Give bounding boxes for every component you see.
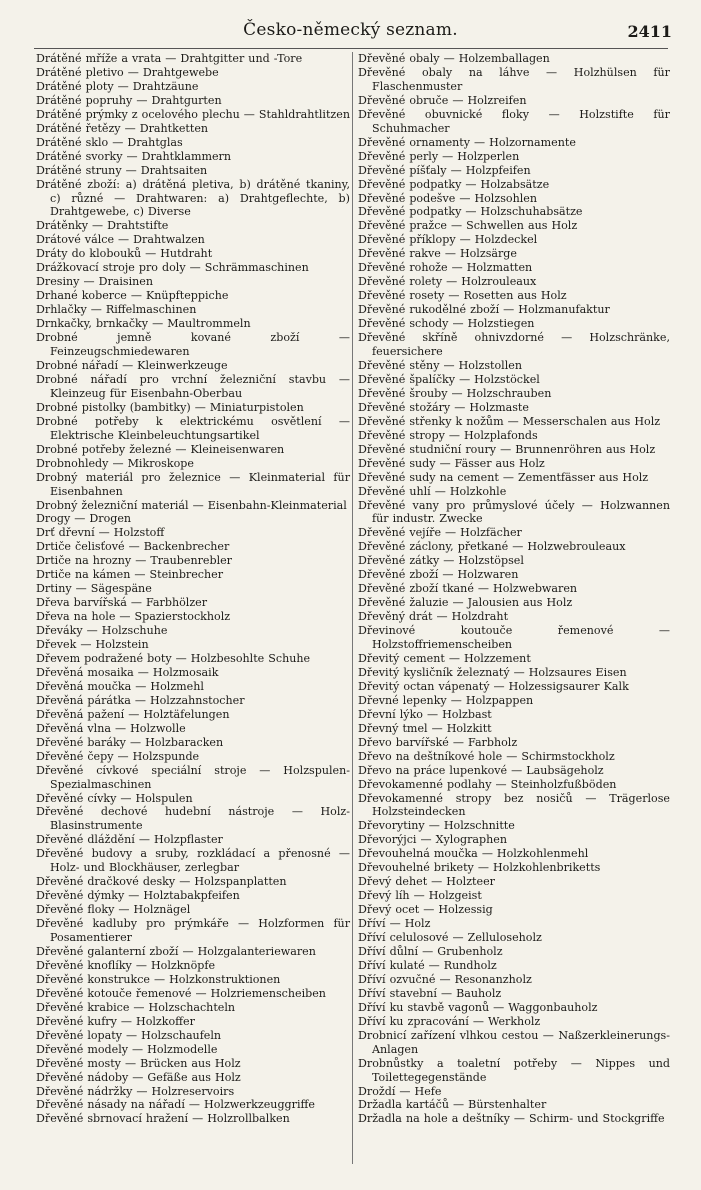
index-entry: Dřevěné perly — Holzperlen	[358, 149, 520, 163]
index-entry: Dřevěné rakve — Holzsärge	[358, 247, 517, 261]
index-entry: Drátěné sklo — Drahtglas	[36, 135, 183, 149]
index-entry: Dřevěné dláždění — Holzpflaster	[36, 833, 223, 847]
index-entry: Dřevouhelná moučka — Holzkohlenmehl	[358, 847, 589, 861]
index-entry: Drť dřevní — Holzstoff	[36, 526, 165, 540]
index-entry: Dřevěné obruče — Holzreifen	[358, 93, 527, 107]
index-entry: Drobný železniční materiál — Eisenbahn-Kleinmaterial	[36, 498, 347, 512]
index-entry: Dřevěné nádoby — Gefäße aus Holz	[36, 1070, 241, 1084]
index-entry: Dřevěné stěny — Holzstollen	[358, 358, 522, 372]
index-entry: Dřevěné čepy — Holzspunde	[36, 749, 200, 763]
index-entry: Dřevěné modely — Holzmodelle	[36, 1042, 218, 1056]
index-entry: Dřevěné příklopy — Holzdeckel	[358, 233, 538, 247]
index-entry: Dřeva na hole — Spazierstockholz	[36, 610, 231, 624]
index-entry: Dříví celulosové — Zelluloseholz	[358, 931, 542, 945]
index-entry: Dříví důlní — Grubenholz	[358, 945, 503, 958]
index-entry: Dřevěné obaly na láhve — Holzhülsen für Flaschenmuster	[358, 65, 670, 93]
index-entry: Dřevorytiny — Holzschnitte	[358, 819, 515, 833]
index-entry: Dřevitý octan vápenatý — Holzessigsaurer Kalk	[358, 679, 629, 693]
index-entry: Dřevěné konstrukce — Holzkonstruktionen	[36, 972, 281, 986]
index-entry: Dřevitý kysličník železnatý — Holzsaures Eisen	[358, 665, 627, 679]
index-entry: Drobné nářadí pro vrchní železniční stavbu — Kleinzeug für Eisenbahn-Oberbau	[36, 372, 350, 400]
index-entry: Drátěnky — Drahtstifte	[36, 219, 169, 233]
index-entry: Dřevný tmel — Holzkitt	[358, 721, 492, 735]
index-entry: Dříví — Holz	[358, 917, 431, 931]
index-entry: Dřevěné vany pro průmyslové účely — Holzwannen für industr. Zwecke	[358, 498, 670, 526]
index-entry: Dřevo na práce lupenkové — Laubsägeholz	[358, 763, 604, 777]
index-entry: Drtiče na kámen — Steinbrecher	[36, 568, 224, 582]
index-entry: Droždí — Hefe	[358, 1084, 442, 1098]
index-entry: Drobné jemně kované zboží — Feinzeugschmiedewaren	[36, 331, 350, 359]
index-entry: Drobnůstky a toaletní potřeby — Nippes und Toilettegegenstände	[358, 1056, 670, 1084]
index-entry: Dřevokamenné stropy bez nosičů — Trägerlose Holzsteindecken	[358, 791, 670, 819]
index-entry: Dřevěné dýmky — Holztabakpfeifen	[36, 889, 240, 903]
index-entry: Dříví kulaté — Rundholz	[358, 958, 497, 972]
index-entry: Drobné nářadí — Kleinwerkzeuge	[36, 358, 228, 372]
index-entry: Drátěné prýmky z ocelového plechu — Stahldrahtlitzen	[36, 107, 350, 121]
index-entry: Dřevem podražené boty — Holzbesohlte Schuhe	[36, 651, 311, 665]
index-entry: Dřevěná mosaika — Holzmosaik	[36, 665, 219, 679]
index-entry: Drátěné pletivo — Drahtgewebe	[36, 65, 219, 79]
index-entry: Drobné potřeby k elektrickému osvětlení — Elektrische Kleinbeleuchtungsartikel	[36, 414, 350, 442]
index-entry: Dřevouhelné brikety — Holzkohlenbriketts	[358, 861, 601, 875]
index-entry: Drátěné popruhy — Drahtgurten	[36, 93, 222, 107]
index-entry: Drátové válce — Drahtwalzen	[36, 233, 205, 247]
index-entry: Dřevorýjci — Xylographen	[358, 833, 507, 847]
index-entry: Dřevěné žaluzie — Jalousien aus Holz	[358, 596, 573, 610]
index-entry: Dřevý ocet — Holzessig	[358, 903, 493, 917]
index-entry: Dřevné lepenky — Holzpappen	[358, 693, 534, 707]
index-entry: Drátěné svorky — Drahtklammern	[36, 149, 232, 163]
index-entry: Dřevěné zátky — Holzstöpsel	[358, 554, 524, 568]
index-entry: Dřevěné zboží — Holzwaren	[358, 568, 519, 582]
index-entry: Dřevěné stropy — Holzplafonds	[358, 428, 538, 442]
index-entry: Drátěné struny — Drahtsaiten	[36, 163, 208, 177]
index-entry: Dřevěné píšťaly — Holzpfeifen	[358, 163, 531, 177]
index-entry: Drátěné řetězy — Drahtketten	[36, 121, 209, 135]
index-entry: Dresiny — Draisinen	[36, 275, 154, 289]
index-entry: Držadla kartáčů — Bürstenhalter	[358, 1098, 547, 1112]
index-entry: Drobnohledy — Mikroskope	[36, 456, 194, 470]
index-entry: Dřevěné pražce — Schwellen aus Holz	[358, 219, 578, 233]
index-entry: Dřevý dehet — Holzteer	[358, 875, 495, 889]
index-entry: Dřevěné budovy a sruby, rozkládací a přenosné — Holz- und Blockhäuser, zerlegbar	[36, 847, 350, 875]
index-entry: Dřevěné uhlí — Holzkohle	[358, 484, 507, 498]
index-entry: Drtiče na hrozny — Traubenrebler	[36, 554, 232, 568]
index-entry: Dřevěné střenky k nožům — Messerschalen aus Holz	[358, 414, 661, 428]
index-entry: Dřevěné špalíčky — Holzstöckel	[358, 372, 540, 386]
index-entry: Dřevěný drát — Holzdraht	[358, 610, 509, 624]
index-entry: Dřevitý cement — Holzzement	[358, 651, 531, 665]
index-entry: Dřevo barvířské — Farbholz	[358, 735, 518, 749]
index-entry: Dřevěné násady na nářadí — Holzwerkzeuggriffe	[36, 1098, 315, 1112]
index-entry: Drobné potřeby železné — Kleineisenwaren	[36, 442, 285, 456]
index-entry: Dřevinové koutouče řemenové — Holzstoffriemenscheiben	[358, 624, 670, 652]
index-entry: Dřevěná párátka — Holzzahnstocher	[36, 693, 245, 707]
index-entry: Dřevěné sudy na cement — Zementfässer aus Holz	[358, 470, 649, 484]
index-entry: Dřevěné krabice — Holzschachteln	[36, 1000, 236, 1014]
index-entry: Dřeváky — Holzschuhe	[36, 624, 168, 638]
index-entry: Dřevěné kotouče řemenové — Holzriemenscheiben	[36, 986, 326, 1000]
index-entry: Dřevěné obuvnické floky — Holzstifte für Schuhmacher	[358, 107, 670, 135]
index-entry: Drobné pistolky (bambitky) — Miniaturpistolen	[36, 400, 304, 414]
right-column	[358, 52, 670, 1126]
index-entry: Drobnicí zařízení vlhkou cestou — Naßzerkleinerungs-Anlagen	[358, 1028, 670, 1056]
index-entry: Dřevý líh — Holzgeist	[358, 889, 482, 903]
index-entry: Dřevěné rosety — Rosetten aus Holz	[358, 289, 567, 303]
index-entry: Dráty do klobouků — Hutdraht	[36, 247, 213, 261]
index-entry: Dřevěné vejíře — Holzfächer	[358, 526, 522, 540]
index-entry: Dřevěné sudy — Fässer aus Holz	[358, 456, 545, 470]
index-entry: Dřevěné skříně ohnivzdorné — Holzschränke, feuersichere	[358, 331, 670, 359]
index-entry: Dřevěné rolety — Holzrouleaux	[358, 275, 537, 289]
index-entry: Dřevěné šrouby — Holzschrauben	[358, 386, 552, 400]
index-entry: Dřevek — Holzstein	[36, 638, 149, 652]
index-entry: Dřevěné záclony, přetkané — Holzwebrouleaux	[358, 540, 626, 554]
index-entry: Dřevěné floky — Holznägel	[36, 903, 191, 917]
index-entry: Dřevní lýko — Holzbast	[358, 707, 492, 721]
index-entry: Dřevěné sbrnovací hražení — Holzrollbalken	[36, 1112, 290, 1126]
index-entry: Drhané koberce — Knüpfteppiche	[36, 289, 229, 303]
index-entry: Dřevěné podešve — Holzsohlen	[358, 191, 537, 205]
page-title: Česko-německý seznam.	[243, 20, 458, 40]
index-entry: Dřevěná vlna — Holzwolle	[36, 721, 186, 735]
index-entry: Dřevěné rohože — Holzmatten	[358, 261, 533, 275]
index-entry: Dřevěné ornamenty — Holzornamente	[358, 135, 576, 149]
index-entry: Dřevěné dechové hudební nástroje — Holz-Blasinstrumente	[36, 805, 350, 833]
index-entry: Dřeva barvířská — Farbhölzer	[36, 596, 208, 610]
index-entry: Dřevokamenné podlahy — Steinholzfußböden	[358, 777, 617, 791]
header-rule	[34, 48, 668, 49]
index-entry: Drogy — Drogen	[36, 512, 132, 526]
index-entry: Dřevěné cívkové speciální stroje — Holzspulen-Spezialmaschinen	[36, 763, 350, 791]
index-entry: Drhlačky — Riffelmaschinen	[36, 303, 197, 317]
index-entry: Dřevěné podpatky — Holzschuhabsätze	[358, 205, 583, 219]
index-entry: Dřevěné cívky — Holspulen	[36, 791, 193, 805]
index-entry: Dřevěné obaly — Holzemballagen	[358, 52, 550, 65]
index-entry: Dřevěné kufry — Holzkoffer	[36, 1014, 195, 1028]
index-entry: Dřevěné baráky — Holzbaracken	[36, 735, 224, 749]
left-column	[36, 52, 350, 1126]
page-number: 2411	[627, 22, 672, 41]
index-entry: Dřevěné stožáry — Holzmaste	[358, 400, 529, 414]
index-entry: Dřevěné rukodělné zboží — Holzmanufaktur	[358, 303, 610, 317]
index-entry: Dřevěné kadluby pro prýmkáře — Holzformen für Posamentierer	[36, 917, 350, 945]
index-entry: Dřevěné zboží tkané — Holzwebwaren	[358, 582, 578, 596]
index-entry: Dřevěné dračkové desky — Holzspanplatten	[36, 875, 287, 889]
index-entry: Drátěné mříže a vrata — Drahtgitter und -Tore	[36, 52, 303, 65]
index-entry: Držadla na hole a deštníky — Schirm- und Stockgriffe	[358, 1112, 665, 1126]
index-entry: Dřevěné mosty — Brücken aus Holz	[36, 1056, 241, 1070]
index-entry: Drážkovací stroje pro doly — Schrämmaschinen	[36, 261, 309, 275]
index-entry: Dřevěné lopaty — Holzschaufeln	[36, 1028, 222, 1042]
index-entry: Dřevěné galanterní zboží — Holzgalanteriewaren	[36, 945, 316, 958]
index-entry: Dříví ku zpracování — Werkholz	[358, 1014, 541, 1028]
index-entry: Dříví ku stavbě vagonů — Waggonbauholz	[358, 1000, 598, 1014]
index-entry: Dřevěné knoflíky — Holzknöpfe	[36, 958, 216, 972]
index-entry: Drnkačky, brnkačky — Maultrommeln	[36, 317, 251, 331]
index-entry: Drtiny — Sägespäne	[36, 582, 152, 596]
column-divider	[352, 52, 353, 1164]
index-entry: Dřevěné studniční roury — Brunnenröhren aus Holz	[358, 442, 656, 456]
index-entry: Dřevo na deštníkové hole — Schirmstockholz	[358, 749, 615, 763]
index-entry: Dříví stavební — Bauholz	[358, 986, 502, 1000]
index-entry: Drtiče čelisťové — Backenbrecher	[36, 540, 230, 554]
index-entry: Dřevěná moučka — Holzmehl	[36, 679, 204, 693]
index-entry: Drobný materiál pro železnice — Kleinmaterial für Eisenbahnen	[36, 470, 350, 498]
index-entry: Dřevěné nádržky — Holzreservoirs	[36, 1084, 235, 1098]
index-entry: Dříví ozvučné — Resonanzholz	[358, 972, 532, 986]
index-entry: Drátěné zboží: a) drátěná pletiva, b) drátěné tkaniny, c) různé — Drahtwaren: a) Drahtgeflechte, b) Drahtgewebe, c) Diverse	[36, 177, 350, 219]
index-entry: Dřevěné podpatky — Holzabsätze	[358, 177, 550, 191]
index-entry: Dřevěná pažení — Holztäfelungen	[36, 707, 230, 721]
index-entry: Drátěné ploty — Drahtzäune	[36, 79, 199, 93]
index-entry: Dřevěné schody — Holzstiegen	[358, 317, 535, 331]
page-header	[0, 8, 701, 41]
